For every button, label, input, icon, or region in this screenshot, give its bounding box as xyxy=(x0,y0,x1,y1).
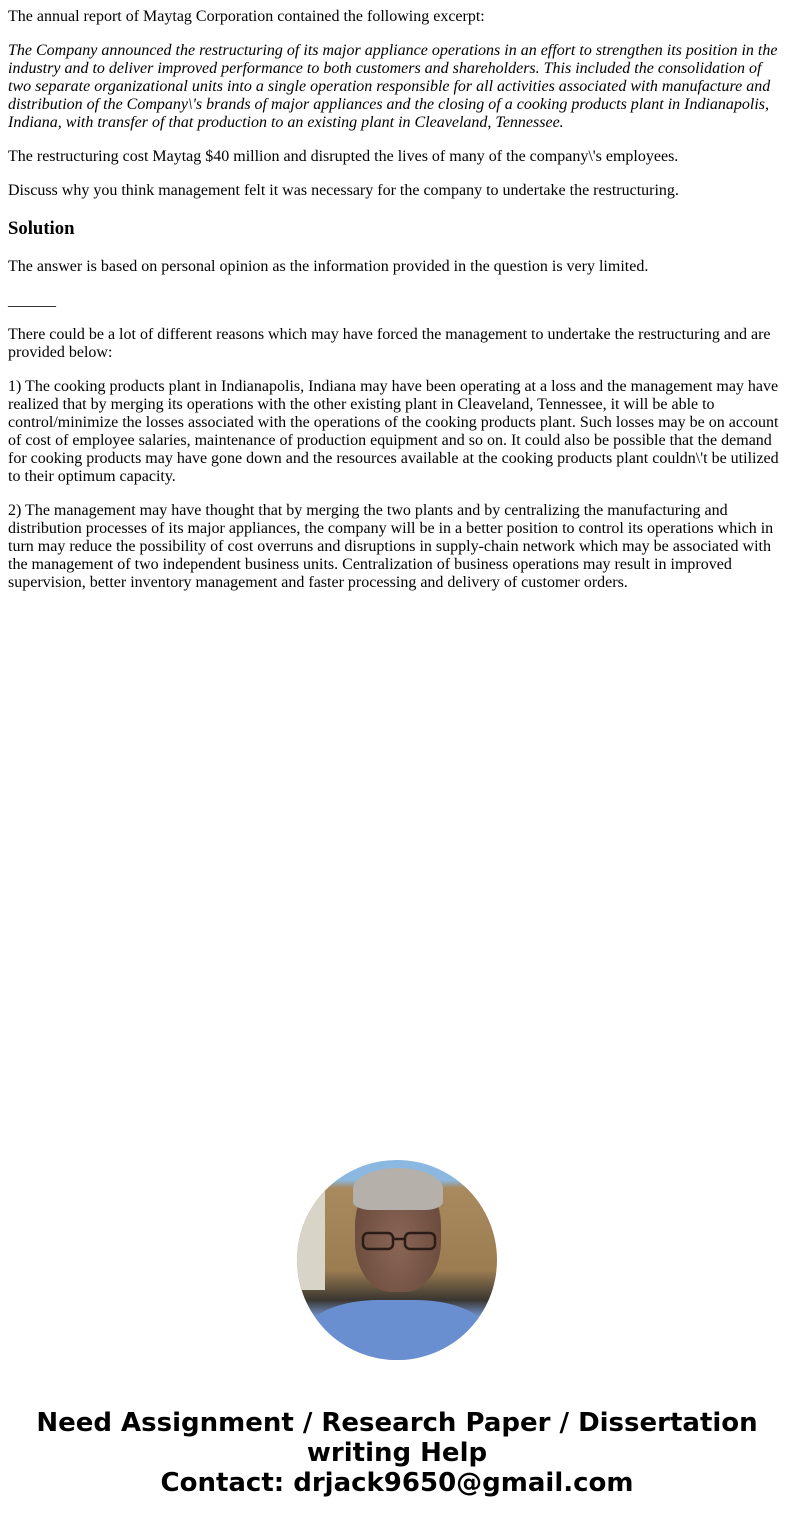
promo-contact: Contact: drjack9650@gmail.com xyxy=(160,1468,634,1498)
avatar-hair xyxy=(353,1168,443,1210)
excerpt-text: The Company announced the restructuring of its major appliance operations in an effort to strengthen its position in the industry and to deliver improved performance to both customers and shareholders. This included the consolidation of two separate organizational units into a single operation responsible for all activities associated with manufacture and distribution of the Company\'s brands of major appliances and the closing of a cooking products plant in Indianapolis, Indiana, with transfer of that production to an existing plant in Cleaveland, Tennessee. xyxy=(8,42,778,131)
question-cost-statement: The restructuring cost Maytag $40 million and disrupted the lives of many of the company\'s employees. xyxy=(8,148,679,165)
author-avatar xyxy=(297,1160,497,1360)
solution-point-2: 2) The management may have thought that by merging the two plants and by centralizing the manufacturing and distribution processes of its major appliances, the company will be in a better position to control its operations which in turn may reduce the possibility of cost overruns and disruptions in supply-chain network which may be associated with the management of two independent business units. Centralization of business operations may result in improved supervision, better inventory management and faster processing and delivery of customer orders. xyxy=(8,502,774,591)
question-excerpt xyxy=(8,42,786,132)
separator-rule: ______ xyxy=(8,292,56,309)
question-intro: The annual report of Maytag Corporation contained the following excerpt: xyxy=(8,8,485,25)
solution-heading: Solution xyxy=(8,218,75,239)
avatar-shirt xyxy=(307,1300,487,1360)
avatar-glasses-icon xyxy=(359,1230,439,1252)
document-body xyxy=(0,8,794,592)
avatar-background-wall xyxy=(297,1180,325,1290)
solution-point-1: 1) The cooking products plant in Indianapolis, Indiana may have been operating at a loss and the management may have realized that by merging its operations with the other existing plant in Cleaveland, Tennessee, it will be able to control/minimize the losses associated with the operations of the cooking products plant. Such losses may be on account of cost of employee salaries, maintenance of production equipment and so on. It could also be possible that the demand for cooking products may have gone down and the resources available at the cooking products plant couldn\'t be utilized to their optimum capacity. xyxy=(8,378,779,485)
question-prompt: Discuss why you think management felt it was necessary for the company to undertake the restructuring. xyxy=(8,182,679,199)
separator xyxy=(8,292,786,310)
solution-note: The answer is based on personal opinion as the information provided in the question is very limited. xyxy=(8,258,649,275)
promo-footer xyxy=(0,1160,794,1498)
promo-line-1: Need Assignment / Research Paper / Dissertation writing Help xyxy=(36,1408,758,1468)
solution-lead: There could be a lot of different reasons which may have forced the management to undertake the restructuring and are provided below: xyxy=(8,326,771,361)
promo-text xyxy=(0,1408,794,1498)
